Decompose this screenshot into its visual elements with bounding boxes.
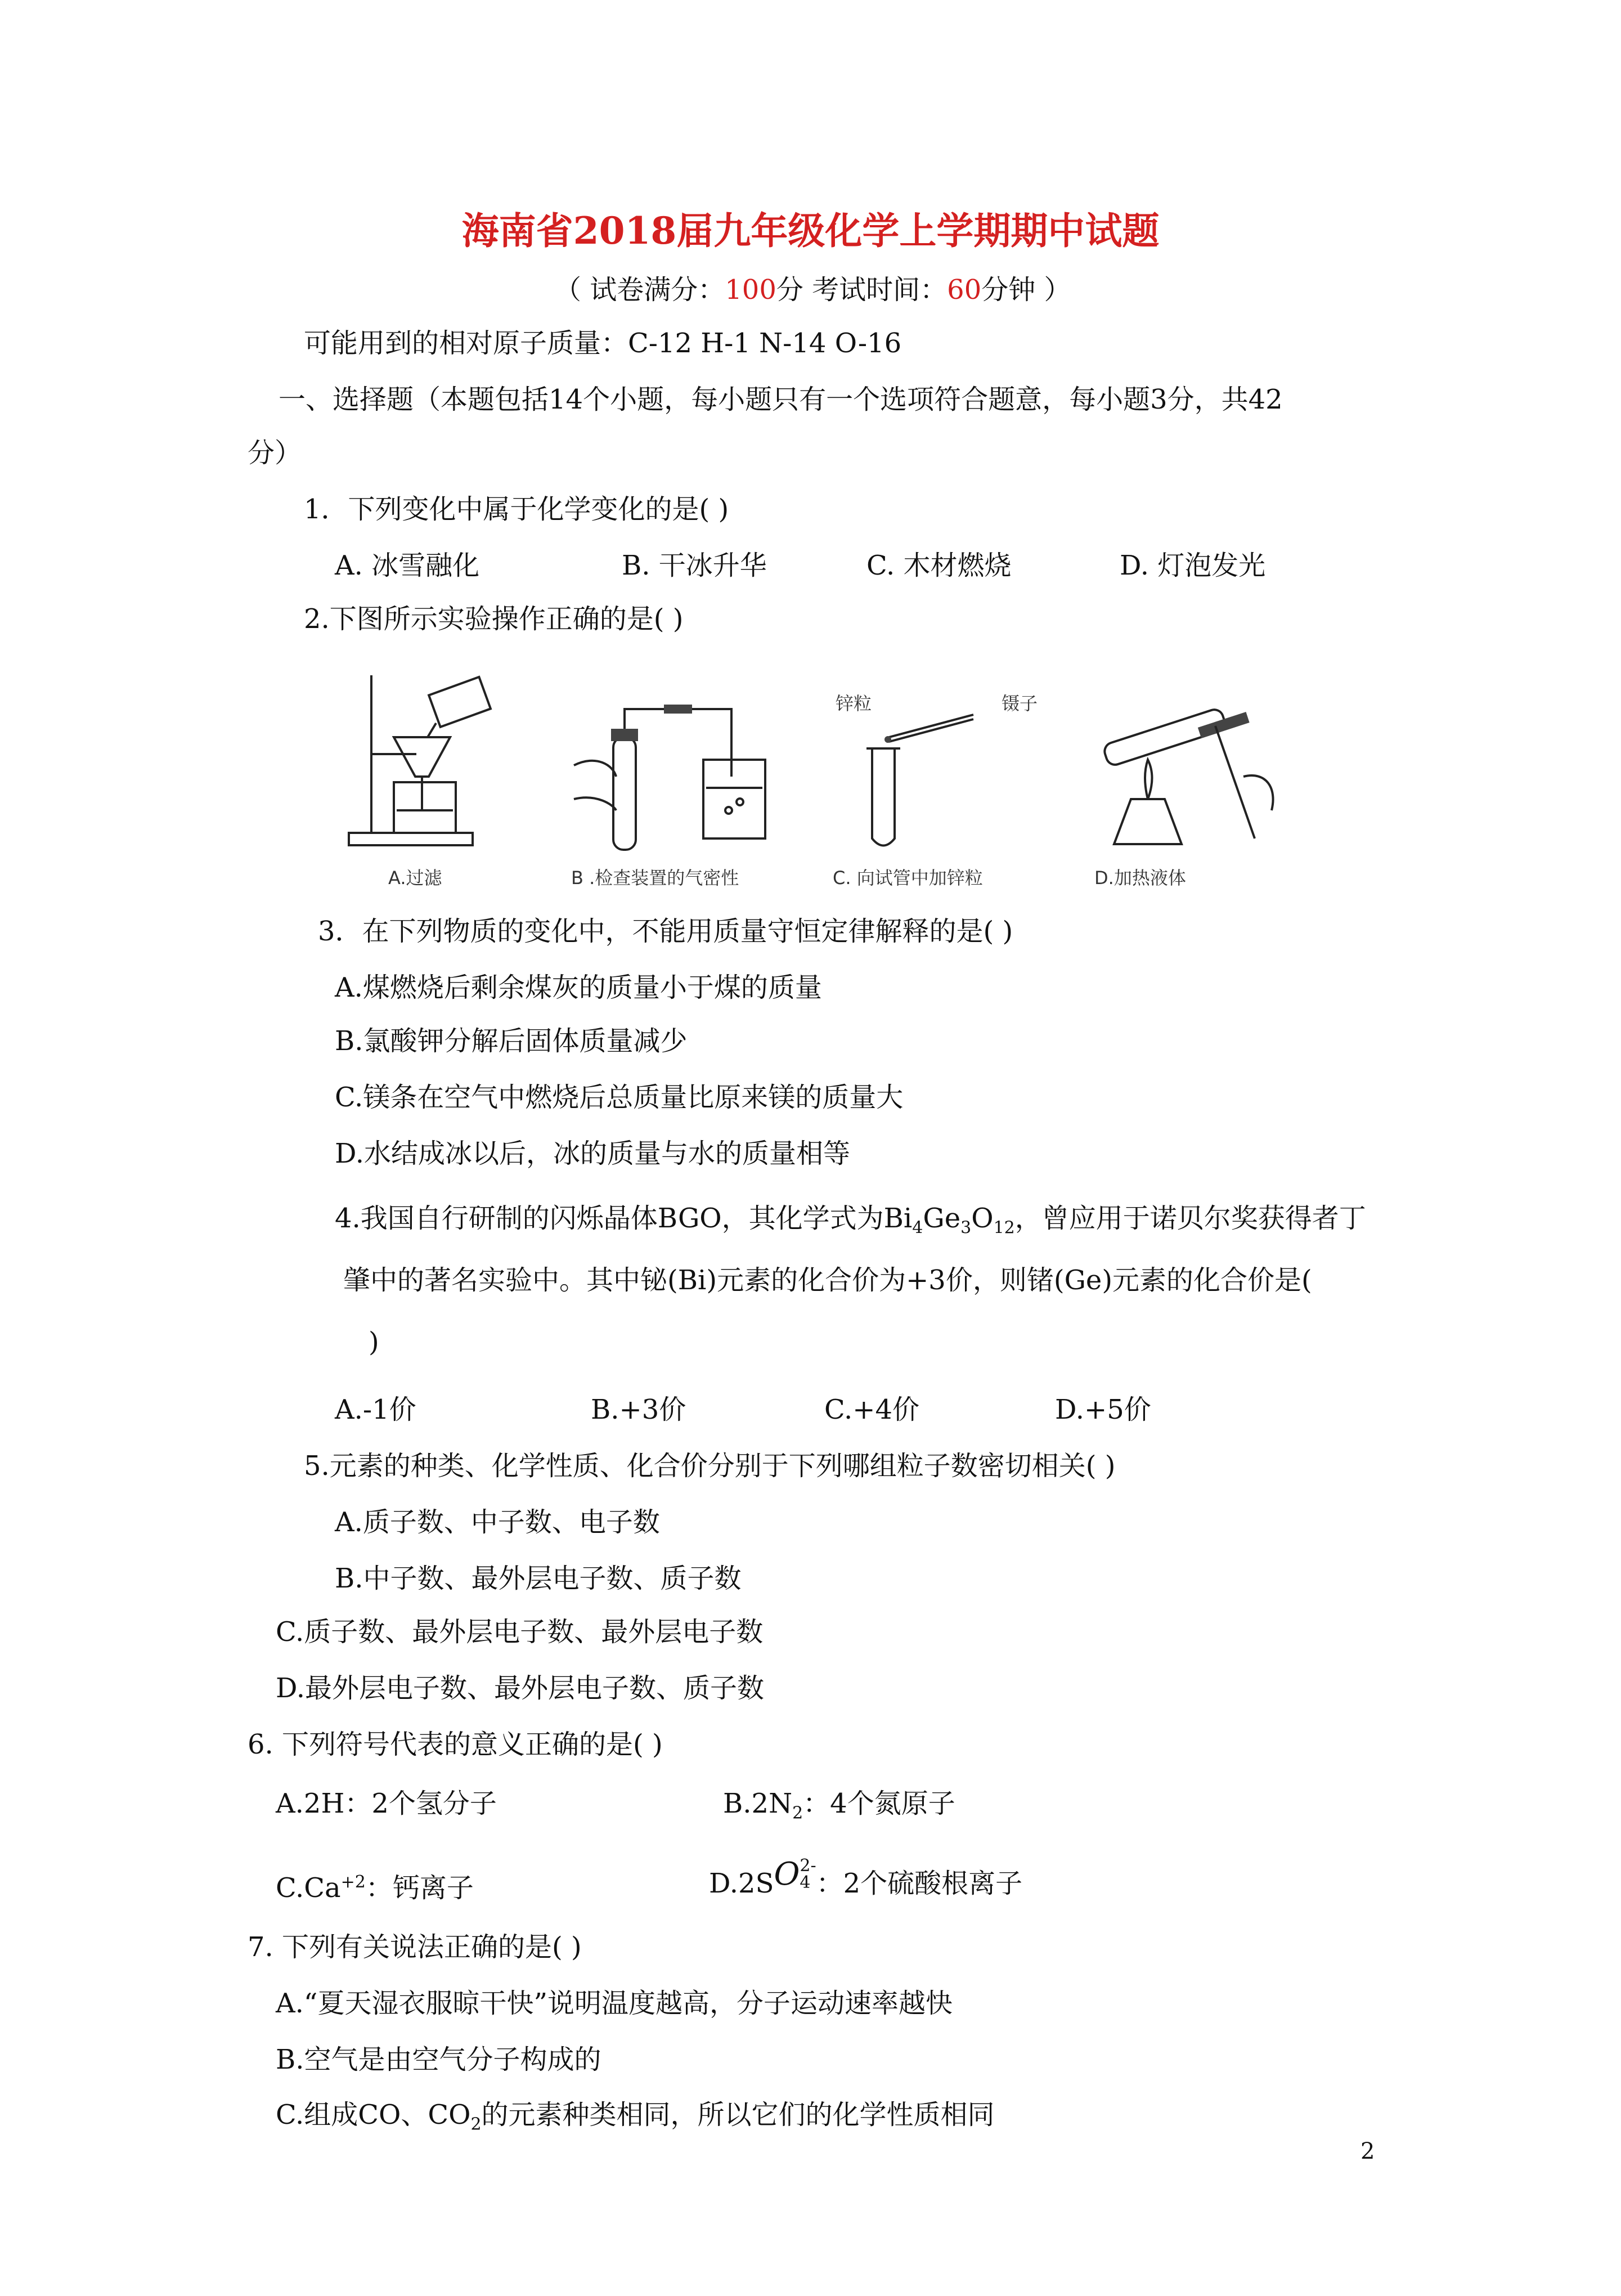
- figure-caption-b: B .检查装置的气密性: [571, 867, 739, 889]
- question-5-option-c: C.质子数、最外层电子数、最外层电子数: [276, 1616, 764, 1648]
- question-5-option-b: B.中子数、最外层电子数、质子数: [335, 1563, 742, 1594]
- question-7-option-b: B.空气是由空气分子构成的: [276, 2044, 601, 2075]
- question-6-option-c: $C.Ca^{+2}$：钙离子: [276, 1872, 474, 1904]
- question-2-stem: 2.下图所示实验操作正确的是( ): [304, 603, 684, 635]
- question-5-option-a: A.质子数、中子数、电子数: [335, 1506, 660, 1538]
- figure-caption-a: A.过滤: [388, 867, 442, 889]
- question-3-option-c: C.镁条在空气中燃烧后总质量比原来镁的质量大: [335, 1082, 904, 1113]
- question-4-stem-line2: 肇中的著名实验中。其中铋(Bi)元素的化合价为+3价，则锗(Ge)元素的化合价是(: [343, 1264, 1312, 1296]
- page-title: 海南省2018届九年级化学上学期期中试题: [461, 209, 1160, 253]
- question-1-option-a: A. 冰雪融化: [335, 550, 480, 581]
- tweezers-label: 镊子: [1002, 693, 1038, 714]
- heating-liquid-figure: [1080, 692, 1294, 855]
- filtration-figure: [338, 664, 540, 855]
- figure-caption-c: C. 向试管中加锌粒: [833, 867, 983, 889]
- question-4-option-a: A.-1价: [335, 1394, 416, 1425]
- question-6-stem: 6. 下列符号代表的意义正确的是( ): [248, 1729, 663, 1760]
- question-6-option-a: A.2H：2个氢分子: [276, 1788, 497, 1819]
- question-4-option-b: B.+3价: [591, 1394, 686, 1425]
- page-number: 2: [1360, 2138, 1375, 2164]
- zinc-tube-figure: [827, 692, 1030, 855]
- question-1-option-c: C. 木材燃烧: [866, 550, 1012, 581]
- question-6-option-d: D.2SO 2- 4 ：2个硫酸根离子: [709, 1856, 1023, 1899]
- question-7-option-c: C.组成CO、$CO_2$的元素种类相同，所以它们的化学性质相同: [276, 2099, 995, 2134]
- question-3-stem: 3．在下列物质的变化中，不能用质量守恒定律解释的是( ): [318, 916, 1013, 947]
- question-4-option-d: D.+5价: [1055, 1394, 1151, 1425]
- question-3-option-b: B.氯酸钾分解后固体质量减少: [335, 1025, 688, 1057]
- zinc-label: 锌粒: [836, 693, 872, 714]
- exam-info: （ 试卷满分：100分 考试时间：60分钟 ）: [554, 274, 1071, 306]
- question-4-stem-line1: 4.我国自行研制的闪烁晶体BGO，其化学式为$Bi_4Ge_3O_{12}$，曾应用于诺贝尔奖获得者丁: [335, 1203, 1366, 1238]
- question-7-option-a: A.“夏天湿衣服晾干快”说明温度越高，分子运动速率越快: [276, 1988, 953, 2019]
- question-4-stem-line3: ): [369, 1326, 379, 1358]
- question-5-stem: 5.元素的种类、化学性质、化合价分别于下列哪组粒子数密切相关( ): [304, 1450, 1116, 1482]
- question-1-stem: 1．下列变化中属于化学变化的是( ): [304, 494, 729, 525]
- figure-caption-d: D.加热液体: [1094, 867, 1186, 889]
- atomic-masses: 可能用到的相对原子质量：C-12 H-1 N-14 O-16: [304, 328, 902, 359]
- exam-time: 60: [947, 274, 982, 306]
- question-1-option-d: D. 灯泡发光: [1120, 550, 1266, 581]
- question-7-stem: 7. 下列有关说法正确的是( ): [248, 1931, 582, 1963]
- exam-score: 100: [725, 274, 776, 306]
- airtightness-figure: [563, 698, 805, 855]
- question-5-option-d: D.最外层电子数、最外层电子数、质子数: [276, 1672, 765, 1704]
- section-heading-line1: 一、选择题（本题包括14个小题，每小题只有一个选项符合题意，每小题3分，共42: [279, 384, 1283, 415]
- section-heading-line2: 分）: [248, 437, 302, 469]
- question-3-option-d: D.水结成冰以后，冰的质量与水的质量相等: [335, 1138, 851, 1169]
- question-1-option-b: B. 干冰升华: [622, 550, 767, 581]
- question-4-option-c: C.+4价: [824, 1394, 920, 1425]
- question-3-option-a: A.煤燃烧后剩余煤灰的质量小于煤的质量: [335, 972, 822, 1003]
- question-6-option-b: $B.2N_2$：4个氮原子: [723, 1788, 955, 1823]
